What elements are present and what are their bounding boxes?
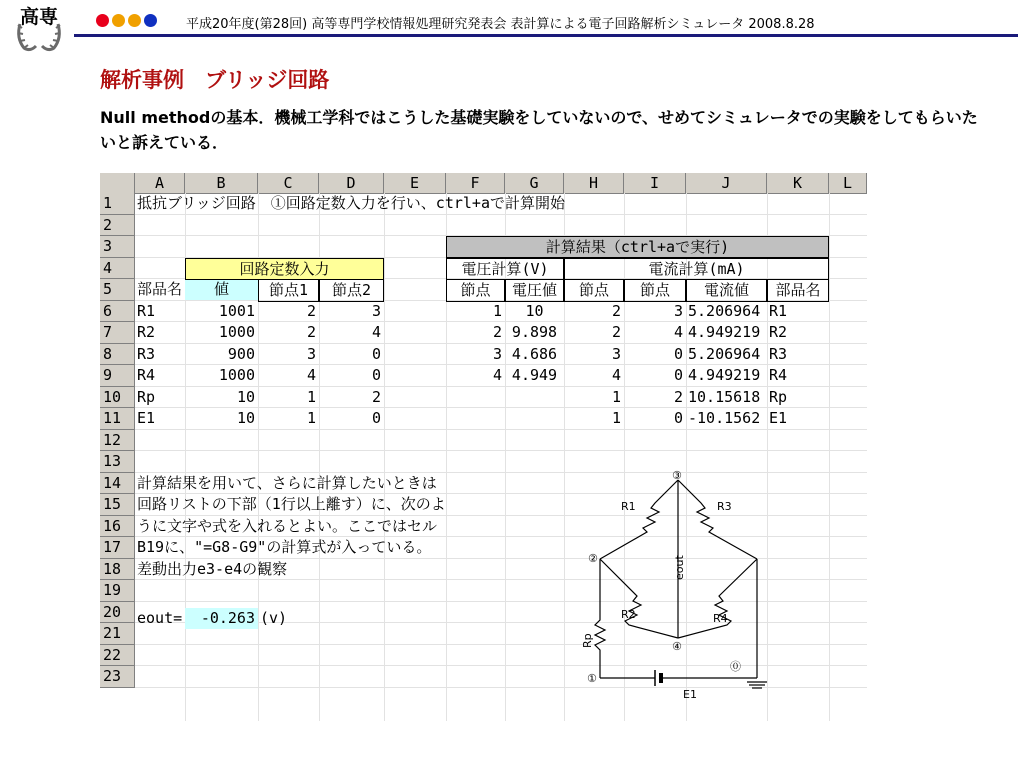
current-cell[interactable]: 5.206964 (688, 301, 761, 320)
current-col-heading[interactable]: 節点 (624, 279, 686, 302)
current-cell[interactable]: R1 (769, 301, 788, 320)
node-3-label: ③ (672, 470, 682, 482)
current-cell[interactable]: 0 (673, 409, 683, 427)
r3-wire (678, 480, 757, 559)
row-header[interactable]: 3 (100, 236, 135, 258)
voltage-col-heading[interactable]: 電圧値 (505, 279, 564, 302)
current-cell[interactable]: 3 (611, 344, 621, 363)
voltage-cell[interactable]: 3 (492, 344, 502, 363)
input-cell[interactable]: 3 (306, 344, 316, 363)
grid-line (384, 193, 385, 721)
grid-line (829, 193, 830, 721)
input-col-heading[interactable]: 値 (185, 279, 258, 300)
current-cell[interactable]: 4.949219 (688, 323, 761, 341)
current-cell[interactable]: E1 (769, 409, 788, 427)
voltage-header[interactable]: 電圧計算(V) (446, 258, 564, 280)
input-cell[interactable]: 0 (371, 344, 381, 363)
current-cell[interactable]: 3 (673, 301, 683, 320)
node-1-label: ① (587, 672, 597, 685)
input-col-heading[interactable]: 部品名 (137, 280, 183, 298)
voltage-cell[interactable]: 9.898 (511, 323, 558, 341)
input-cell[interactable]: 2 (306, 323, 316, 341)
current-cell[interactable]: 0 (673, 366, 683, 384)
slide-title: 解析事例 ブリッジ回路 (100, 68, 330, 92)
input-col-heading[interactable]: 節点2 (319, 279, 384, 302)
r4-wire (678, 559, 757, 638)
e1-label: E1 (683, 688, 697, 701)
col-header-j[interactable]: J (686, 173, 767, 193)
input-cell[interactable]: 10 (236, 387, 255, 406)
col-header-g[interactable]: G (505, 173, 564, 193)
note-cell[interactable]: 計算結果を用いて、さらに計算したいときは (137, 473, 437, 492)
col-header-k[interactable]: K (767, 173, 829, 193)
r1-label: R1 (621, 500, 636, 513)
voltage-col-heading[interactable]: 節点 (446, 279, 505, 302)
row-header[interactable]: 21 (100, 623, 135, 645)
row-header[interactable]: 18 (100, 559, 135, 581)
note-cell[interactable]: B19に、"=G8-G9"の計算式が入っている。 (137, 538, 432, 556)
row-header[interactable]: 12 (100, 430, 135, 452)
row-header[interactable]: 16 (100, 516, 135, 538)
current-cell[interactable]: 5.206964 (688, 344, 761, 363)
eout-value[interactable]: -0.263 (185, 608, 258, 629)
column-header-bar (100, 173, 867, 194)
header-rule (74, 34, 1018, 37)
header-title: 平成20年度(第28回) 高等専門学校情報処理研究発表会 表計算による電子回路解析シミュレータ 2008.8.28 (186, 17, 815, 32)
col-header-c[interactable]: C (258, 173, 319, 193)
col-header-l[interactable]: L (829, 173, 867, 193)
input-cell[interactable]: 0 (371, 409, 381, 427)
input-cell[interactable]: Rp (137, 387, 156, 406)
node-4-label: ④ (672, 640, 682, 653)
voltage-cell[interactable]: 4.949 (511, 366, 558, 384)
row-header[interactable]: 20 (100, 602, 135, 624)
current-cell[interactable]: 4.949219 (688, 366, 761, 384)
voltage-cell[interactable]: 4.686 (511, 344, 558, 363)
kosen-logo (14, 2, 64, 54)
node-0-label: ⓪ (730, 660, 741, 673)
current-cell[interactable]: -10.1562 (688, 409, 761, 427)
current-col-heading[interactable]: 部品名 (767, 279, 829, 302)
input-cell[interactable]: 900 (227, 344, 255, 363)
input-cell[interactable]: 1000 (218, 323, 255, 341)
input-cell[interactable]: R1 (137, 301, 156, 320)
r4-label: R4 (713, 612, 728, 625)
current-cell[interactable]: 4 (611, 366, 621, 384)
r1-wire (600, 480, 678, 559)
eout-unit[interactable]: (v) (260, 609, 288, 627)
bridge-circuit-diagram (575, 470, 785, 710)
row-header[interactable]: 13 (100, 451, 135, 473)
row-header[interactable]: 15 (100, 494, 135, 516)
input-cell[interactable]: 2 (371, 387, 381, 406)
row-header[interactable]: 17 (100, 537, 135, 559)
current-col-heading[interactable]: 節点 (564, 279, 624, 302)
row-header[interactable]: 22 (100, 645, 135, 667)
current-cell[interactable]: 10.15618 (688, 387, 761, 406)
row-header[interactable]: 7 (100, 322, 135, 344)
input-cell[interactable]: 3 (371, 301, 381, 320)
rp-label: Rp (581, 633, 594, 648)
input-cell[interactable]: R3 (137, 344, 156, 363)
corner-cell[interactable] (100, 173, 135, 193)
input-cell[interactable]: 4 (371, 323, 381, 341)
current-cell[interactable]: Rp (769, 387, 788, 406)
current-cell[interactable]: 1 (611, 409, 621, 427)
note-cell[interactable]: うに文字や式を入れるとよい。ここではセル (137, 516, 438, 535)
row-header[interactable]: 1 (100, 193, 135, 215)
current-cell[interactable]: 0 (673, 344, 683, 363)
node-2-label: ② (588, 552, 598, 565)
voltage-cell[interactable]: 10 (525, 301, 544, 320)
input-cell[interactable]: 4 (306, 366, 316, 384)
input-cell[interactable]: 1000 (218, 366, 255, 384)
row-header[interactable]: 4 (100, 258, 135, 280)
current-cell[interactable]: R4 (769, 366, 788, 384)
input-cell[interactable]: R4 (137, 366, 156, 384)
current-col-heading[interactable]: 電流値 (686, 279, 767, 302)
color-dots (96, 14, 157, 27)
col-header-b[interactable]: B (185, 173, 258, 193)
input-header[interactable]: 回路定数入力 (185, 258, 384, 280)
row-header[interactable]: 5 (100, 279, 135, 301)
current-cell[interactable]: 4 (673, 323, 683, 341)
row-header[interactable]: 14 (100, 473, 135, 495)
blue-dot (144, 14, 157, 27)
row-header[interactable]: 2 (100, 215, 135, 237)
current-cell[interactable]: 2 (611, 301, 621, 320)
current-cell[interactable]: 2 (611, 323, 621, 341)
row-header[interactable]: 9 (100, 365, 135, 387)
voltage-cell[interactable]: 1 (492, 301, 502, 320)
slide-subtitle: Null methodの基本．機械工学科ではこうした基礎実験をしていないので、せめてシミュレータでの実験をしてもらいたいと訴えている． (100, 108, 978, 152)
current-header[interactable]: 電流計算(mA) (564, 258, 829, 280)
input-col-heading[interactable]: 節点1 (258, 279, 319, 302)
col-header-i[interactable]: I (624, 173, 686, 193)
row-header[interactable]: 23 (100, 666, 135, 688)
note-cell[interactable]: 差動出力e3-e4の観察 (137, 559, 288, 578)
input-cell[interactable]: R2 (137, 323, 156, 341)
eout-label[interactable]: eout= (137, 609, 183, 627)
col-header-f[interactable]: F (446, 173, 505, 193)
input-cell[interactable]: 1 (306, 387, 316, 406)
svg-text:高専: 高専 (19, 6, 59, 28)
note-cell[interactable]: 回路リストの下部（1行以上離す）に、次のよ (137, 495, 446, 513)
input-cell[interactable]: 0 (371, 366, 381, 384)
col-header-d[interactable]: D (319, 173, 384, 193)
r2-label: R2 (621, 608, 636, 621)
input-cell[interactable]: 1001 (218, 301, 255, 320)
r2-wire (600, 559, 678, 638)
current-cell[interactable]: R2 (769, 323, 788, 341)
voltage-cell[interactable]: 2 (492, 323, 502, 341)
input-cell[interactable]: E1 (137, 409, 156, 427)
orange-dot (112, 14, 125, 27)
row-header[interactable]: 8 (100, 344, 135, 366)
input-cell[interactable]: 2 (306, 301, 316, 320)
voltage-cell[interactable]: 4 (492, 366, 502, 384)
row-header[interactable]: 19 (100, 580, 135, 602)
current-cell[interactable]: 2 (673, 387, 683, 406)
col-header-h[interactable]: H (564, 173, 624, 193)
eout-label: eout (673, 555, 686, 580)
r3-label: R3 (717, 500, 732, 513)
row-header[interactable]: 10 (100, 387, 135, 409)
col-header-a[interactable]: A (135, 173, 185, 193)
result-header[interactable]: 計算結果（ctrl+aで実行) (446, 236, 829, 258)
row-header[interactable]: 6 (100, 301, 135, 323)
title-cell[interactable]: 抵抗ブリッジ回路 ①回路定数入力を行い、ctrl+aで計算開始 (137, 194, 565, 212)
row-header[interactable]: 11 (100, 408, 135, 430)
current-cell[interactable]: 1 (611, 387, 621, 406)
red-dot (96, 14, 109, 27)
orange-dot (128, 14, 141, 27)
input-cell[interactable]: 1 (306, 409, 316, 427)
grid-line (135, 450, 867, 451)
input-cell[interactable]: 10 (236, 409, 255, 427)
col-header-e[interactable]: E (384, 173, 446, 193)
current-cell[interactable]: R3 (769, 344, 788, 363)
